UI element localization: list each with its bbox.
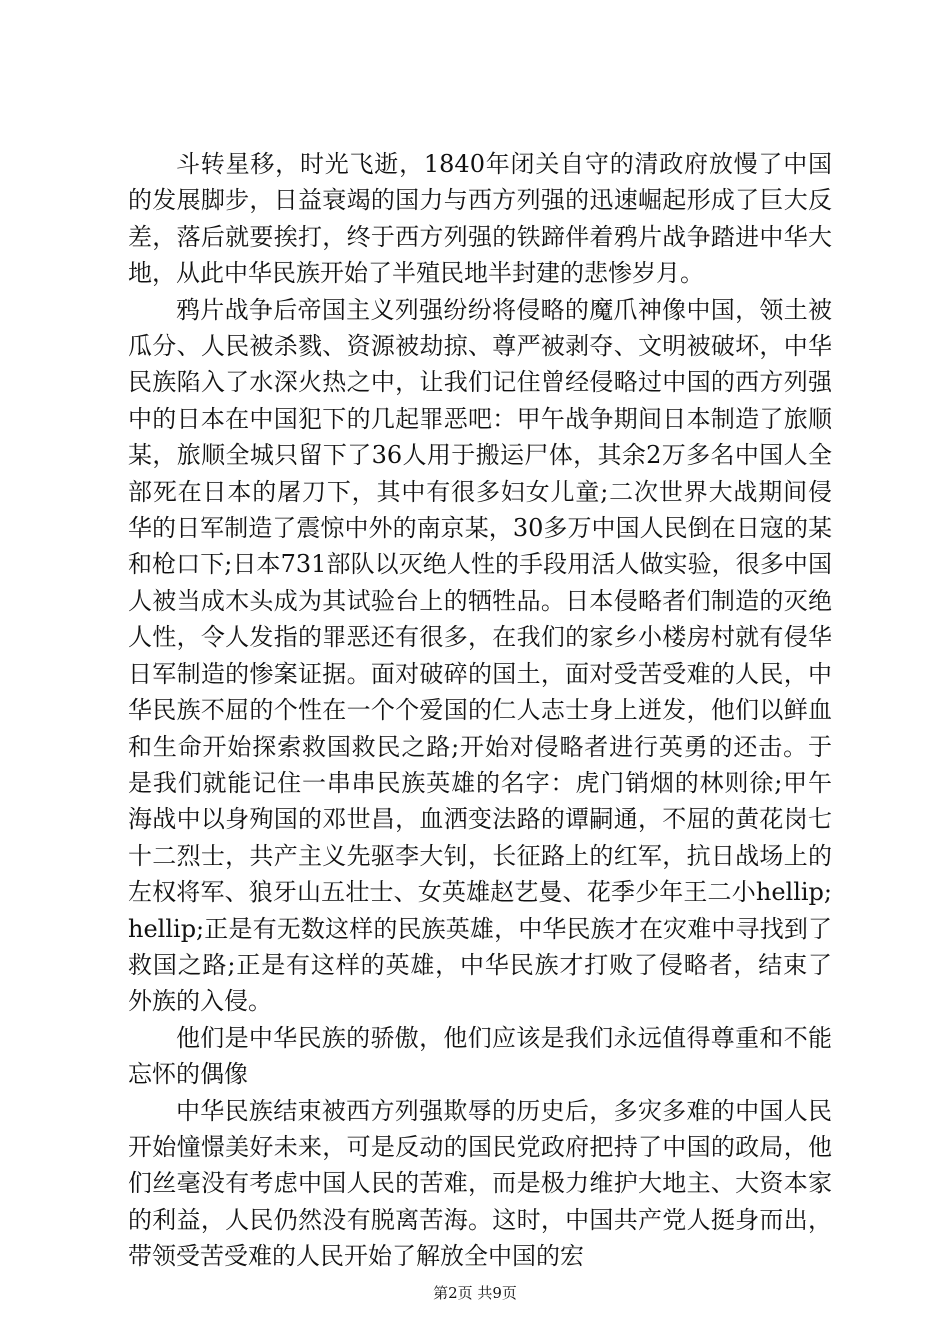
paragraph-4: 中华民族结束被西方列强欺辱的历史后，多灾多难的中国人民开始憧憬美好未来，可是反动的国民党政府把持了中国的政局，他们丝毫没有考虑中国人民的苦难，而是极力维护大地主、大资本家的利益，人民仍然没有脱离苦海。这时，中国共产党人挺身而出，带领受苦受难的人民开始了解放全中国的宏 — [128, 1096, 832, 1271]
document-body — [128, 146, 832, 1275]
paragraph-2: 鸦片战争后帝国主义列强纷纷将侵略的魔爪神像中国，领土被瓜分、人民被杀戮、资源被劫掠、尊严被剥夺、文明被破坏，中华民族陷入了水深火热之中，让我们记住曾经侵略过中国的西方列强中的日本在中国犯下的几起罪恶吧：甲午战争期间日本制造了旅顺某，旅顺全城只留下了36人用于搬运尸体，其余2万多名中国人全部死在日本的屠刀下，其中有很多妇女儿童;二次世界大战期间侵华的日军制造了震惊中外的南京某，30多万中国人民倒在日寇的某和枪口下;日本731部队以灭绝人性的手段用活人做实验，很多中国人被当成木头成为其试验台上的牺牲品。日本侵略者们制造的灭绝人性，令人发指的罪恶还有很多，在我们的家乡小楼房村就有侵华日军制造的惨案证据。面对破碎的国土，面对受苦受难的人民，中华民族不屈的个性在一个个爱国的仁人志士身上迸发，他们以鲜血和生命开始探索救国救民之路;开始对侵略者进行英勇的还击。于是我们就能记住一串串民族英雄的名字：虎门销烟的林则徐;甲午海战中以身殉国的邓世昌，血洒变法路的谭嗣通，不屈的黄花岗七十二烈士，共产主义先驱李大钊，长征路上的红军，抗日战场上的左权将军、狼牙山五壮士、女英雄赵艺曼、花季少年王二小hellip;hellip;正是有无数这样的民族英雄，中华民族才在灾难中寻找到了救国之路;正是有这样的英雄，中华民族才打败了侵略者，结束了外族的入侵。 — [128, 295, 832, 1016]
page-footer: 第2页 共9页 — [433, 1284, 517, 1302]
paragraph-1: 斗转星移，时光飞逝，1840年闭关自守的清政府放慢了中国的发展脚步，日益衰竭的国力与西方列强的迅速崛起形成了巨大反差，落后就要挨打，终于西方列强的铁蹄伴着鸦片战争踏进中华大地，从此中华民族开始了半殖民地半封建的悲惨岁月。 — [128, 150, 832, 288]
paragraph-3: 他们是中华民族的骄傲，他们应该是我们永远值得尊重和不能忘怀的偶像 — [128, 1023, 832, 1089]
